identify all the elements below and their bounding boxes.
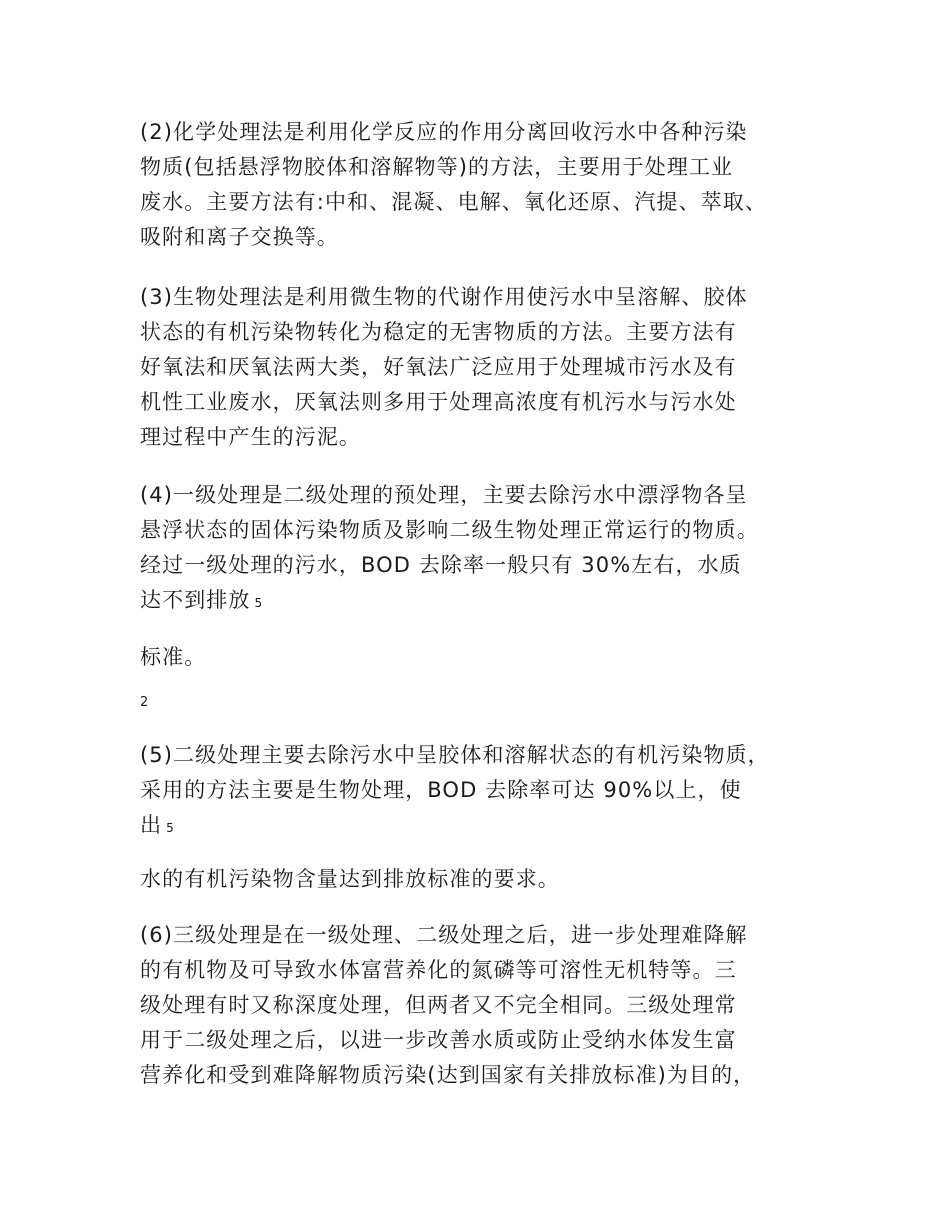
paragraph-line: 标准。 — [140, 645, 207, 669]
paragraph-line: 营养化和受到难降解物质污染(达到国家有关排放标准)为目的， — [140, 1063, 756, 1087]
paragraph-2 — [140, 115, 840, 255]
paragraph-5-tail — [140, 862, 840, 897]
stray-number: 2 — [140, 695, 149, 710]
paragraph-line: 好氧法和厌氧法两大类，好氧法广泛应用于处理城市污水及有 — [140, 355, 737, 379]
paragraph-line: 采用的方法主要是生物处理，BOD 去除率可达 90%以上，使 — [140, 778, 742, 802]
paragraph-line: 状态的有机污染物转化为稳定的无害物质的方法。主要方法有 — [140, 320, 737, 344]
paragraph-line: 理过程中产生的污泥。 — [140, 425, 361, 449]
paragraph-line-text: 出 — [140, 813, 163, 837]
subscript-number: 5 — [254, 596, 263, 610]
paragraph-6 — [140, 918, 840, 1093]
paragraph-4-tail — [140, 640, 840, 675]
paragraph-5 — [140, 738, 840, 846]
paragraph-line: 用于二级处理之后，以进一步改善水质或防止受纳水体发生富 — [140, 1028, 737, 1052]
paragraph-line: 机性工业废水，厌氧法则多用于处理高浓度有机污水与污水处 — [140, 390, 737, 414]
paragraph-line: (5)二级处理主要去除污水中呈胶体和溶解状态的有机污染物质， — [140, 743, 770, 767]
paragraph-line: (6)三级处理是在一级处理、二级处理之后，进一步处理难降解 — [140, 923, 748, 947]
paragraph-line — [140, 808, 840, 846]
paragraph-line: (4)一级处理是二级处理的预处理，主要去除污水中漂浮物各呈 — [140, 483, 748, 507]
paragraph-line: 悬浮状态的固体污染物质及影响二级生物处理正常运行的物质。 — [140, 518, 759, 542]
paragraph-line: 的有机物及可导致水体富营养化的氮磷等可溶性无机特等。三 — [140, 958, 737, 982]
paragraph-4 — [140, 478, 840, 621]
paragraph-line: 废水。主要方法有:中和、混凝、电解、氧化还原、汽提、萃取、 — [140, 190, 767, 214]
paragraph-line: 吸附和离子交换等。 — [140, 225, 339, 249]
paragraph-3 — [140, 280, 840, 455]
subscript-number: 5 — [166, 821, 174, 835]
paragraph-line: 经过一级处理的污水，BOD 去除率一般只有 30%左右，水质 — [140, 553, 742, 577]
paragraph-line-text: 达不到排放 — [140, 588, 251, 612]
paragraph-line: (2)化学处理法是利用化学反应的作用分离回收污水中各种污染 — [140, 120, 748, 144]
paragraph-line: (3)生物处理法是利用微生物的代谢作用使污水中呈溶解、胶体 — [140, 285, 748, 309]
paragraph-line: 水的有机污染物含量达到排放标准的要求。 — [140, 867, 560, 891]
paragraph-line: 级处理有时又称深度处理，但两者又不完全相同。三级处理常 — [140, 993, 737, 1017]
paragraph-line — [140, 583, 840, 621]
paragraph-line: 物质(包括悬浮物胶体和溶解物等)的方法，主要用于处理工业 — [140, 155, 734, 179]
